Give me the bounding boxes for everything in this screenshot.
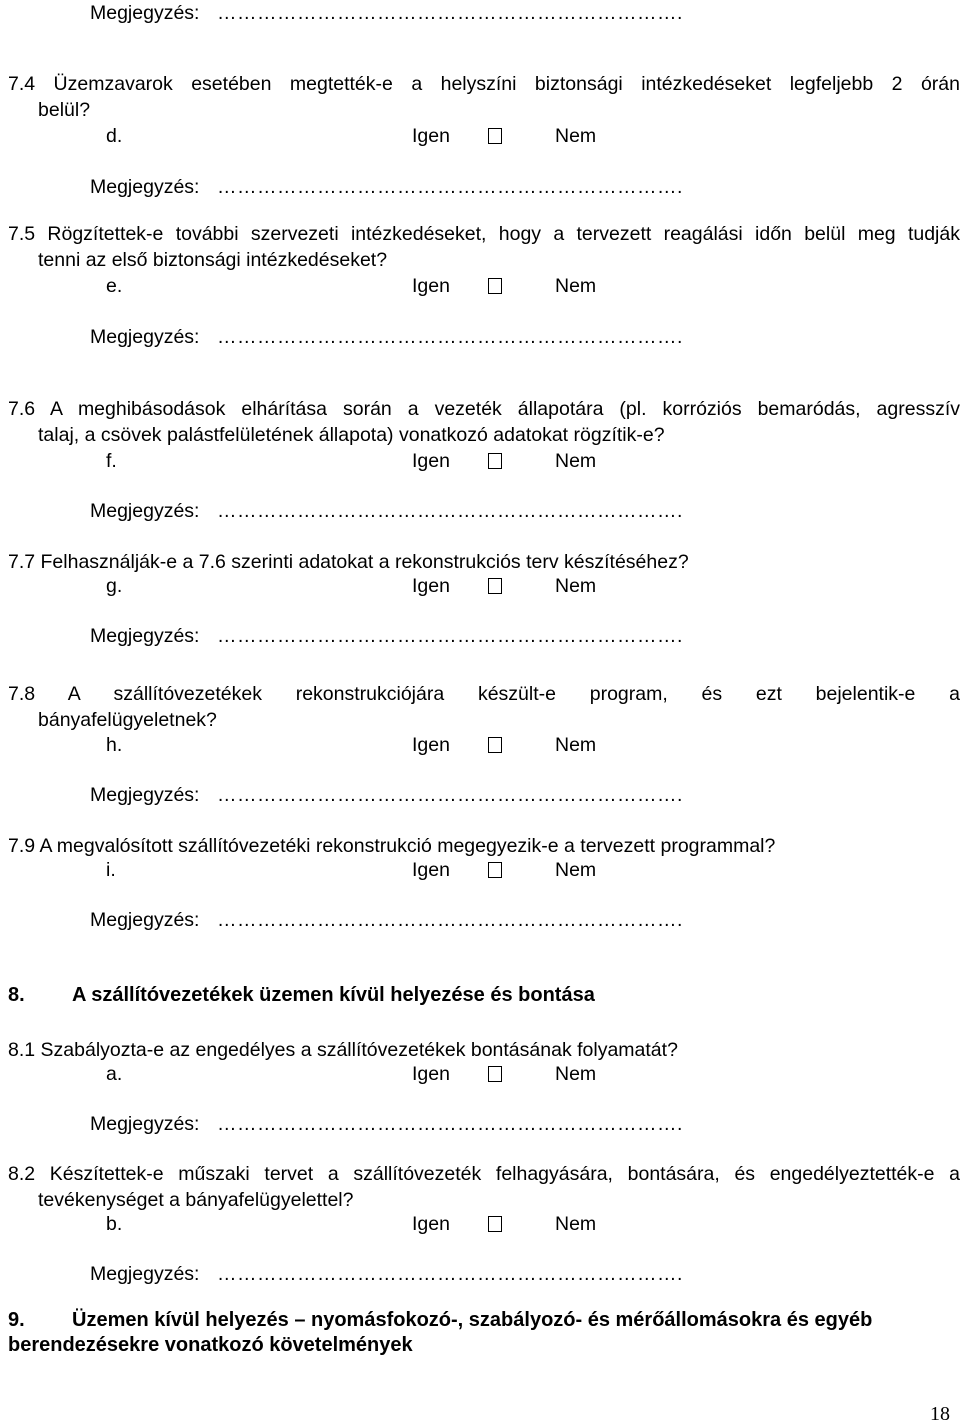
question-text: tenni az első biztonsági intézkedéseket?: [38, 249, 388, 271]
note-dots: …………………………………………………………….: [217, 784, 683, 806]
option-letter: b.: [106, 1213, 123, 1235]
checkbox[interactable]: [488, 278, 502, 294]
checkbox[interactable]: [488, 737, 502, 753]
option-letter: g.: [106, 575, 123, 597]
question-text: 7.7 Felhasználják-e a 7.6 szerinti adatokat a rekonstrukciós terv készítéséhez?: [8, 551, 689, 573]
section-title-cont: berendezésekre vonatkozó követelmények: [8, 1334, 413, 1356]
question-8-2-cont: [8, 1188, 960, 1214]
question-7-8-cont: [8, 708, 960, 734]
checkbox[interactable]: [488, 862, 502, 878]
question-7-9: [8, 834, 960, 860]
question-8-2: [8, 1162, 960, 1188]
question-8-1: [8, 1038, 960, 1064]
question-7-7: [8, 550, 960, 576]
checkbox[interactable]: [488, 1216, 502, 1232]
yes-option[interactable]: Igen: [412, 1063, 450, 1085]
note-label: Megjegyzés:: [90, 1113, 200, 1135]
question-text: 7.8 A szállítóvezetékek rekonstrukciójára készült-e program, és ezt bejelentik-e a: [8, 683, 960, 705]
section-number: 9.: [8, 1309, 25, 1331]
question-7-6: [8, 397, 960, 423]
option-letter: f.: [106, 450, 117, 472]
note-label: Megjegyzés:: [90, 1263, 200, 1285]
option-letter: h.: [106, 734, 123, 756]
question-text: belül?: [38, 99, 91, 121]
yes-option[interactable]: Igen: [412, 450, 450, 472]
question-text: tevékenységet a bányafelügyelettel?: [38, 1189, 354, 1211]
note-label: Megjegyzés:: [90, 326, 200, 348]
yes-option[interactable]: Igen: [412, 1213, 450, 1235]
note-dots: …………………………………………………………….: [217, 625, 683, 647]
note-dots: …………………………………………………………….: [217, 326, 683, 348]
checkbox[interactable]: [488, 578, 502, 594]
section-number: 8.: [8, 984, 25, 1006]
page-number: 18: [930, 1403, 950, 1425]
question-text: bányafelügyeletnek?: [38, 709, 217, 731]
question-text: 7.9 A megvalósított szállítóvezetéki rekonstrukció megegyezik-e a tervezett programmal?: [8, 835, 776, 857]
question-text: 8.2 Készítettek-e műszaki tervet a szállítóvezeték felhagyására, bontására, és engedélyeztették-e a: [8, 1163, 960, 1185]
note-dots: …………………………………………………………….: [217, 500, 683, 522]
question-7-5-cont: [8, 248, 960, 274]
question-text: 7.4 Üzemzavarok esetében megtették-e a helyszíni biztonsági intézkedéseket legfeljebb 2 órán: [8, 73, 960, 95]
note-dots: …………………………………………………………….: [217, 176, 683, 198]
no-option[interactable]: Nem: [555, 575, 597, 597]
checkbox[interactable]: [488, 453, 502, 469]
yes-option[interactable]: Igen: [412, 575, 450, 597]
option-letter: e.: [106, 275, 123, 297]
option-letter: d.: [106, 125, 123, 147]
checkbox[interactable]: [488, 128, 502, 144]
note-dots: …………………………………………………………….: [217, 1113, 683, 1135]
question-7-4: [8, 72, 960, 98]
question-7-5: [8, 222, 960, 248]
no-option[interactable]: Nem: [555, 1063, 597, 1085]
no-option[interactable]: Nem: [555, 275, 597, 297]
no-option[interactable]: Nem: [555, 734, 597, 756]
note-dots: …………………………………………………………….: [217, 1263, 683, 1285]
note-dots: …………………………………………………………….: [217, 909, 683, 931]
checkbox[interactable]: [488, 1066, 502, 1082]
no-option[interactable]: Nem: [555, 1213, 597, 1235]
yes-option[interactable]: Igen: [412, 125, 450, 147]
note-label: Megjegyzés:: [90, 625, 200, 647]
yes-option[interactable]: Igen: [412, 734, 450, 756]
yes-option[interactable]: Igen: [412, 275, 450, 297]
question-7-4-cont: [8, 98, 960, 124]
section-title: Üzemen kívül helyezés – nyomásfokozó-, szabályozó- és mérőállomásokra és egyéb: [72, 1309, 873, 1331]
no-option[interactable]: Nem: [555, 125, 597, 147]
note-label: Megjegyzés:: [90, 500, 200, 522]
note-label: Megjegyzés:: [90, 909, 200, 931]
note-dots: …………………………………………………………….: [217, 2, 683, 24]
option-letter: i.: [106, 859, 116, 881]
yes-option[interactable]: Igen: [412, 859, 450, 881]
question-7-8: [8, 682, 960, 708]
question-text: 8.1 Szabályozta-e az engedélyes a szállítóvezetékek bontásának folyamatát?: [8, 1039, 678, 1061]
question-7-6-cont: [8, 423, 960, 449]
section-title: A szállítóvezetékek üzemen kívül helyezése és bontása: [72, 984, 595, 1006]
question-text: 7.5 Rögzítettek-e további szervezeti intézkedéseket, hogy a tervezett reagálási időn belül meg tudják: [8, 223, 960, 245]
option-letter: a.: [106, 1063, 123, 1085]
note-label: Megjegyzés:: [90, 2, 200, 24]
note-label: Megjegyzés:: [90, 784, 200, 806]
no-option[interactable]: Nem: [555, 859, 597, 881]
question-text: talaj, a csövek palástfelületének állapota) vonatkozó adatokat rögzítik-e?: [38, 424, 665, 446]
no-option[interactable]: Nem: [555, 450, 597, 472]
question-text: 7.6 A meghibásodások elhárítása során a vezeték állapotára (pl. korróziós bemaródás, agresszív: [8, 398, 960, 420]
note-label: Megjegyzés:: [90, 176, 200, 198]
